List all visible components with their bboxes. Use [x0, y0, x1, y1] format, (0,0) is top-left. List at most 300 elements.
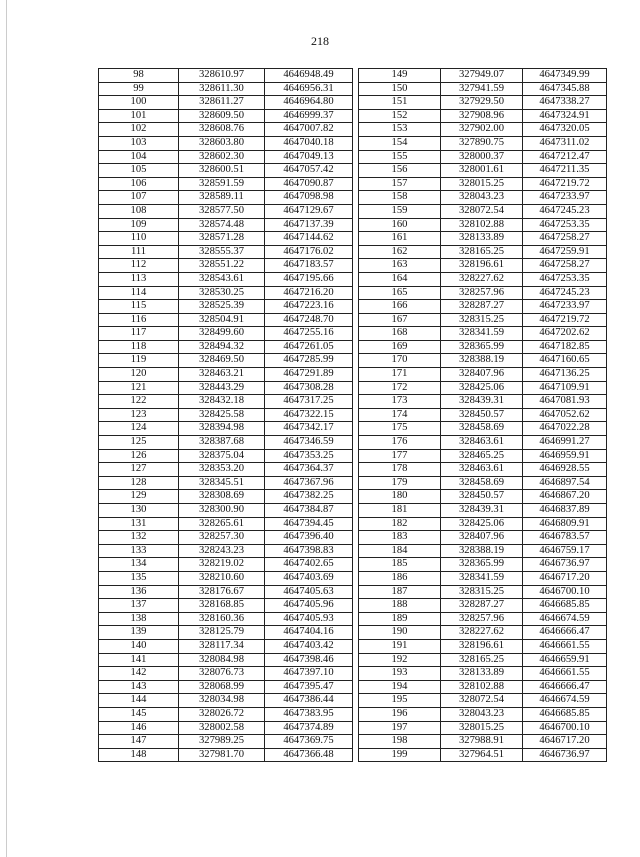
x-coordinate-cell: 328551.22: [179, 259, 265, 273]
y-coordinate-cell: 4647386.44: [265, 694, 353, 708]
point-number-cell: 117: [99, 327, 179, 341]
point-number-cell: 146: [99, 721, 179, 735]
table-row: [359, 96, 607, 110]
x-coordinate-cell: 328227.62: [441, 272, 523, 286]
y-coordinate-cell: 4647324.91: [523, 109, 607, 123]
x-coordinate-cell: 328611.30: [179, 82, 265, 96]
y-coordinate-cell: 4646685.85: [523, 707, 607, 721]
table-row: [99, 232, 353, 246]
y-coordinate-cell: 4647367.96: [265, 476, 353, 490]
point-number-cell: 122: [99, 395, 179, 409]
x-coordinate-cell: 328002.58: [179, 721, 265, 735]
y-coordinate-cell: 4647404.16: [265, 626, 353, 640]
point-number-cell: 180: [359, 490, 441, 504]
y-coordinate-cell: 4646928.55: [523, 463, 607, 477]
point-number-cell: 175: [359, 422, 441, 436]
table-row: [99, 82, 353, 96]
point-number-cell: 160: [359, 218, 441, 232]
x-coordinate-cell: 328494.32: [179, 340, 265, 354]
point-number-cell: 108: [99, 204, 179, 218]
x-coordinate-cell: 328425.58: [179, 408, 265, 422]
x-coordinate-cell: 328353.20: [179, 463, 265, 477]
y-coordinate-cell: 4646674.59: [523, 612, 607, 626]
y-coordinate-cell: 4646999.37: [265, 109, 353, 123]
x-coordinate-cell: 328407.96: [441, 531, 523, 545]
point-number-cell: 127: [99, 463, 179, 477]
table-row: [359, 191, 607, 205]
x-coordinate-cell: 328365.99: [441, 558, 523, 572]
table-row: [99, 463, 353, 477]
y-coordinate-cell: 4647109.91: [523, 381, 607, 395]
table-row: [359, 218, 607, 232]
y-coordinate-cell: 4646837.89: [523, 504, 607, 518]
y-coordinate-cell: 4646809.91: [523, 517, 607, 531]
x-coordinate-cell: 328375.04: [179, 449, 265, 463]
table-row: [99, 191, 353, 205]
y-coordinate-cell: 4646666.47: [523, 680, 607, 694]
table-row: [99, 286, 353, 300]
y-coordinate-cell: 4647311.02: [523, 136, 607, 150]
x-coordinate-cell: 328425.06: [441, 517, 523, 531]
table-row: [99, 381, 353, 395]
table-row: [359, 490, 607, 504]
table-row: [99, 422, 353, 436]
y-coordinate-cell: 4647219.72: [523, 177, 607, 191]
coordinates-table-left: [98, 68, 353, 762]
x-coordinate-cell: 328015.25: [441, 721, 523, 735]
y-coordinate-cell: 4646674.59: [523, 694, 607, 708]
point-number-cell: 163: [359, 259, 441, 273]
point-number-cell: 190: [359, 626, 441, 640]
y-coordinate-cell: 4647394.45: [265, 517, 353, 531]
table-row: [99, 395, 353, 409]
x-coordinate-cell: 327890.75: [441, 136, 523, 150]
y-coordinate-cell: 4647090.87: [265, 177, 353, 191]
point-number-cell: 120: [99, 368, 179, 382]
table-row: [359, 571, 607, 585]
x-coordinate-cell: 328117.34: [179, 639, 265, 653]
x-coordinate-cell: 328000.37: [441, 150, 523, 164]
y-coordinate-cell: 4647040.18: [265, 136, 353, 150]
table-row: [99, 667, 353, 681]
x-coordinate-cell: 328388.19: [441, 354, 523, 368]
x-coordinate-cell: 327989.25: [179, 735, 265, 749]
x-coordinate-cell: 328608.76: [179, 123, 265, 137]
y-coordinate-cell: 4646685.85: [523, 599, 607, 613]
x-coordinate-cell: 328176.67: [179, 585, 265, 599]
x-coordinate-cell: 328530.25: [179, 286, 265, 300]
table-row: [359, 531, 607, 545]
table-row: [359, 680, 607, 694]
point-number-cell: 103: [99, 136, 179, 150]
table-row: [359, 272, 607, 286]
y-coordinate-cell: 4646783.57: [523, 531, 607, 545]
table-row: [99, 653, 353, 667]
table-row: [359, 354, 607, 368]
table-row: [359, 653, 607, 667]
table-row: [99, 327, 353, 341]
y-coordinate-cell: 4647402.65: [265, 558, 353, 572]
table-row: [99, 599, 353, 613]
y-coordinate-cell: 4647366.48: [265, 748, 353, 762]
y-coordinate-cell: 4647211.35: [523, 164, 607, 178]
x-coordinate-cell: 328196.61: [441, 639, 523, 653]
y-coordinate-cell: 4647137.39: [265, 218, 353, 232]
point-number-cell: 105: [99, 164, 179, 178]
point-number-cell: 147: [99, 735, 179, 749]
table-row: [359, 327, 607, 341]
y-coordinate-cell: 4647258.27: [523, 232, 607, 246]
y-coordinate-cell: 4647258.27: [523, 259, 607, 273]
table-row: [99, 490, 353, 504]
x-coordinate-cell: 328084.98: [179, 653, 265, 667]
y-coordinate-cell: 4646717.20: [523, 571, 607, 585]
table-row: [99, 449, 353, 463]
point-number-cell: 174: [359, 408, 441, 422]
x-coordinate-cell: 328345.51: [179, 476, 265, 490]
table-row: [99, 694, 353, 708]
point-number-cell: 149: [359, 69, 441, 83]
y-coordinate-cell: 4647182.85: [523, 340, 607, 354]
point-number-cell: 118: [99, 340, 179, 354]
table-row: [359, 667, 607, 681]
table-row: [99, 735, 353, 749]
point-number-cell: 134: [99, 558, 179, 572]
x-coordinate-cell: 328555.37: [179, 245, 265, 259]
y-coordinate-cell: 4647322.15: [265, 408, 353, 422]
x-coordinate-cell: 328196.61: [441, 259, 523, 273]
x-coordinate-cell: 328499.60: [179, 327, 265, 341]
table-row: [99, 748, 353, 762]
table-row: [99, 245, 353, 259]
table-row: [99, 313, 353, 327]
table-row: [99, 436, 353, 450]
y-coordinate-cell: 4647233.97: [523, 300, 607, 314]
y-coordinate-cell: 4647223.16: [265, 300, 353, 314]
x-coordinate-cell: 328577.50: [179, 204, 265, 218]
point-number-cell: 169: [359, 340, 441, 354]
point-number-cell: 137: [99, 599, 179, 613]
y-coordinate-cell: 4646897.54: [523, 476, 607, 490]
y-coordinate-cell: 4647395.47: [265, 680, 353, 694]
y-coordinate-cell: 4647320.05: [523, 123, 607, 137]
table-row: [99, 109, 353, 123]
x-coordinate-cell: 328026.72: [179, 707, 265, 721]
point-number-cell: 162: [359, 245, 441, 259]
point-number-cell: 165: [359, 286, 441, 300]
point-number-cell: 119: [99, 354, 179, 368]
x-coordinate-cell: 328600.51: [179, 164, 265, 178]
y-coordinate-cell: 4647081.93: [523, 395, 607, 409]
x-coordinate-cell: 327964.51: [441, 748, 523, 762]
table-row: [99, 408, 353, 422]
table-row: [359, 313, 607, 327]
point-number-cell: 173: [359, 395, 441, 409]
y-coordinate-cell: 4647049.13: [265, 150, 353, 164]
x-coordinate-cell: 328407.96: [441, 368, 523, 382]
table-row: [359, 204, 607, 218]
x-coordinate-cell: 328465.25: [441, 449, 523, 463]
y-coordinate-cell: 4647176.02: [265, 245, 353, 259]
table-row: [359, 422, 607, 436]
table-row: [99, 680, 353, 694]
point-number-cell: 106: [99, 177, 179, 191]
x-coordinate-cell: 328168.85: [179, 599, 265, 613]
point-number-cell: 198: [359, 735, 441, 749]
x-coordinate-cell: 328257.30: [179, 531, 265, 545]
point-number-cell: 136: [99, 585, 179, 599]
table-row: [359, 177, 607, 191]
point-number-cell: 121: [99, 381, 179, 395]
point-number-cell: 116: [99, 313, 179, 327]
y-coordinate-cell: 4646956.31: [265, 82, 353, 96]
point-number-cell: 124: [99, 422, 179, 436]
x-coordinate-cell: 328425.06: [441, 381, 523, 395]
x-coordinate-cell: 328450.57: [441, 408, 523, 422]
y-coordinate-cell: 4646867.20: [523, 490, 607, 504]
point-number-cell: 151: [359, 96, 441, 110]
point-number-cell: 142: [99, 667, 179, 681]
x-coordinate-cell: 328341.59: [441, 327, 523, 341]
point-number-cell: 125: [99, 436, 179, 450]
point-number-cell: 156: [359, 164, 441, 178]
point-number-cell: 98: [99, 69, 179, 83]
point-number-cell: 143: [99, 680, 179, 694]
point-number-cell: 196: [359, 707, 441, 721]
point-number-cell: 171: [359, 368, 441, 382]
x-coordinate-cell: 328589.11: [179, 191, 265, 205]
point-number-cell: 139: [99, 626, 179, 640]
table-row: [99, 571, 353, 585]
y-coordinate-cell: 4647349.99: [523, 69, 607, 83]
y-coordinate-cell: 4647405.63: [265, 585, 353, 599]
x-coordinate-cell: 328102.88: [441, 680, 523, 694]
x-coordinate-cell: 328387.68: [179, 436, 265, 450]
y-coordinate-cell: 4647007.82: [265, 123, 353, 137]
y-coordinate-cell: 4647129.67: [265, 204, 353, 218]
table-row: [99, 531, 353, 545]
y-coordinate-cell: 4647369.75: [265, 735, 353, 749]
point-number-cell: 104: [99, 150, 179, 164]
y-coordinate-cell: 4647160.65: [523, 354, 607, 368]
point-number-cell: 153: [359, 123, 441, 137]
x-coordinate-cell: 327949.07: [441, 69, 523, 83]
x-coordinate-cell: 328160.36: [179, 612, 265, 626]
y-coordinate-cell: 4647338.27: [523, 96, 607, 110]
table-row: [359, 544, 607, 558]
point-number-cell: 126: [99, 449, 179, 463]
y-coordinate-cell: 4647317.25: [265, 395, 353, 409]
table-row: [359, 408, 607, 422]
point-number-cell: 182: [359, 517, 441, 531]
table-row: [99, 259, 353, 273]
point-number-cell: 179: [359, 476, 441, 490]
table-row: [359, 504, 607, 518]
x-coordinate-cell: 328469.50: [179, 354, 265, 368]
y-coordinate-cell: 4646700.10: [523, 585, 607, 599]
table-row: [99, 612, 353, 626]
coordinates-tables: [98, 68, 607, 762]
y-coordinate-cell: 4647022.28: [523, 422, 607, 436]
y-coordinate-cell: 4646964.80: [265, 96, 353, 110]
x-coordinate-cell: 328602.30: [179, 150, 265, 164]
table-row: [99, 585, 353, 599]
point-number-cell: 109: [99, 218, 179, 232]
table-row: [359, 109, 607, 123]
y-coordinate-cell: 4647405.93: [265, 612, 353, 626]
table-row: [359, 721, 607, 735]
point-number-cell: 133: [99, 544, 179, 558]
x-coordinate-cell: 327929.50: [441, 96, 523, 110]
point-number-cell: 188: [359, 599, 441, 613]
scan-edge: [6, 0, 7, 857]
point-number-cell: 102: [99, 123, 179, 137]
y-coordinate-cell: 4647255.16: [265, 327, 353, 341]
table-row: [359, 612, 607, 626]
point-number-cell: 148: [99, 748, 179, 762]
table-row: [359, 626, 607, 640]
x-coordinate-cell: 328265.61: [179, 517, 265, 531]
point-number-cell: 112: [99, 259, 179, 273]
y-coordinate-cell: 4647136.25: [523, 368, 607, 382]
table-row: [99, 639, 353, 653]
x-coordinate-cell: 328072.54: [441, 204, 523, 218]
y-coordinate-cell: 4646736.97: [523, 558, 607, 572]
x-coordinate-cell: 327902.00: [441, 123, 523, 137]
point-number-cell: 111: [99, 245, 179, 259]
y-coordinate-cell: 4647374.89: [265, 721, 353, 735]
x-coordinate-cell: 328463.21: [179, 368, 265, 382]
x-coordinate-cell: 328609.50: [179, 109, 265, 123]
point-number-cell: 107: [99, 191, 179, 205]
table-row: [99, 558, 353, 572]
point-number-cell: 101: [99, 109, 179, 123]
table-row: [359, 639, 607, 653]
point-number-cell: 140: [99, 639, 179, 653]
point-number-cell: 197: [359, 721, 441, 735]
x-coordinate-cell: 328308.69: [179, 490, 265, 504]
x-coordinate-cell: 328133.89: [441, 667, 523, 681]
coordinates-table-right: [358, 68, 607, 762]
x-coordinate-cell: 328611.27: [179, 96, 265, 110]
y-coordinate-cell: 4647397.10: [265, 667, 353, 681]
point-number-cell: 132: [99, 531, 179, 545]
x-coordinate-cell: 328439.31: [441, 504, 523, 518]
point-number-cell: 138: [99, 612, 179, 626]
table-row: [359, 259, 607, 273]
y-coordinate-cell: 4646700.10: [523, 721, 607, 735]
y-coordinate-cell: 4646661.55: [523, 667, 607, 681]
y-coordinate-cell: 4646717.20: [523, 735, 607, 749]
point-number-cell: 195: [359, 694, 441, 708]
table-row: [359, 368, 607, 382]
y-coordinate-cell: 4647342.17: [265, 422, 353, 436]
table-row: [99, 340, 353, 354]
table-row: [99, 136, 353, 150]
table-row: [359, 395, 607, 409]
x-coordinate-cell: 328574.48: [179, 218, 265, 232]
x-coordinate-cell: 328463.61: [441, 463, 523, 477]
point-number-cell: 166: [359, 300, 441, 314]
y-coordinate-cell: 4647364.37: [265, 463, 353, 477]
point-number-cell: 150: [359, 82, 441, 96]
point-number-cell: 141: [99, 653, 179, 667]
point-number-cell: 155: [359, 150, 441, 164]
x-coordinate-cell: 328432.18: [179, 395, 265, 409]
x-coordinate-cell: 328315.25: [441, 313, 523, 327]
y-coordinate-cell: 4646661.55: [523, 639, 607, 653]
point-number-cell: 176: [359, 436, 441, 450]
table-row: [359, 449, 607, 463]
point-number-cell: 183: [359, 531, 441, 545]
x-coordinate-cell: 328219.02: [179, 558, 265, 572]
table-row: [359, 150, 607, 164]
y-coordinate-cell: 4647345.88: [523, 82, 607, 96]
y-coordinate-cell: 4647353.25: [265, 449, 353, 463]
point-number-cell: 144: [99, 694, 179, 708]
y-coordinate-cell: 4647052.62: [523, 408, 607, 422]
x-coordinate-cell: 328525.39: [179, 300, 265, 314]
x-coordinate-cell: 328287.27: [441, 300, 523, 314]
y-coordinate-cell: 4646659.91: [523, 653, 607, 667]
y-coordinate-cell: 4647259.91: [523, 245, 607, 259]
table-row: [359, 436, 607, 450]
point-number-cell: 131: [99, 517, 179, 531]
y-coordinate-cell: 4647398.46: [265, 653, 353, 667]
x-coordinate-cell: 328043.23: [441, 191, 523, 205]
point-number-cell: 135: [99, 571, 179, 585]
y-coordinate-cell: 4646759.17: [523, 544, 607, 558]
point-number-cell: 192: [359, 653, 441, 667]
x-coordinate-cell: 328388.19: [441, 544, 523, 558]
point-number-cell: 191: [359, 639, 441, 653]
x-coordinate-cell: 328443.29: [179, 381, 265, 395]
y-coordinate-cell: 4647405.96: [265, 599, 353, 613]
table-row: [359, 123, 607, 137]
y-coordinate-cell: 4647195.66: [265, 272, 353, 286]
x-coordinate-cell: 328227.62: [441, 626, 523, 640]
x-coordinate-cell: 328450.57: [441, 490, 523, 504]
point-number-cell: 100: [99, 96, 179, 110]
y-coordinate-cell: 4646991.27: [523, 436, 607, 450]
point-number-cell: 128: [99, 476, 179, 490]
x-coordinate-cell: 328365.99: [441, 340, 523, 354]
point-number-cell: 152: [359, 109, 441, 123]
x-coordinate-cell: 328603.80: [179, 136, 265, 150]
y-coordinate-cell: 4647253.35: [523, 272, 607, 286]
y-coordinate-cell: 4647382.25: [265, 490, 353, 504]
y-coordinate-cell: 4647212.47: [523, 150, 607, 164]
point-number-cell: 164: [359, 272, 441, 286]
table-row: [359, 69, 607, 83]
x-coordinate-cell: 328439.31: [441, 395, 523, 409]
point-number-cell: 154: [359, 136, 441, 150]
table-row: [359, 694, 607, 708]
y-coordinate-cell: 4647245.23: [523, 204, 607, 218]
point-number-cell: 110: [99, 232, 179, 246]
table-row: [99, 123, 353, 137]
point-number-cell: 193: [359, 667, 441, 681]
y-coordinate-cell: 4647216.20: [265, 286, 353, 300]
x-coordinate-cell: 328257.96: [441, 612, 523, 626]
table-row: [359, 300, 607, 314]
point-number-cell: 167: [359, 313, 441, 327]
y-coordinate-cell: 4647291.89: [265, 368, 353, 382]
table-row: [359, 136, 607, 150]
x-coordinate-cell: 328210.60: [179, 571, 265, 585]
point-number-cell: 168: [359, 327, 441, 341]
point-number-cell: 157: [359, 177, 441, 191]
